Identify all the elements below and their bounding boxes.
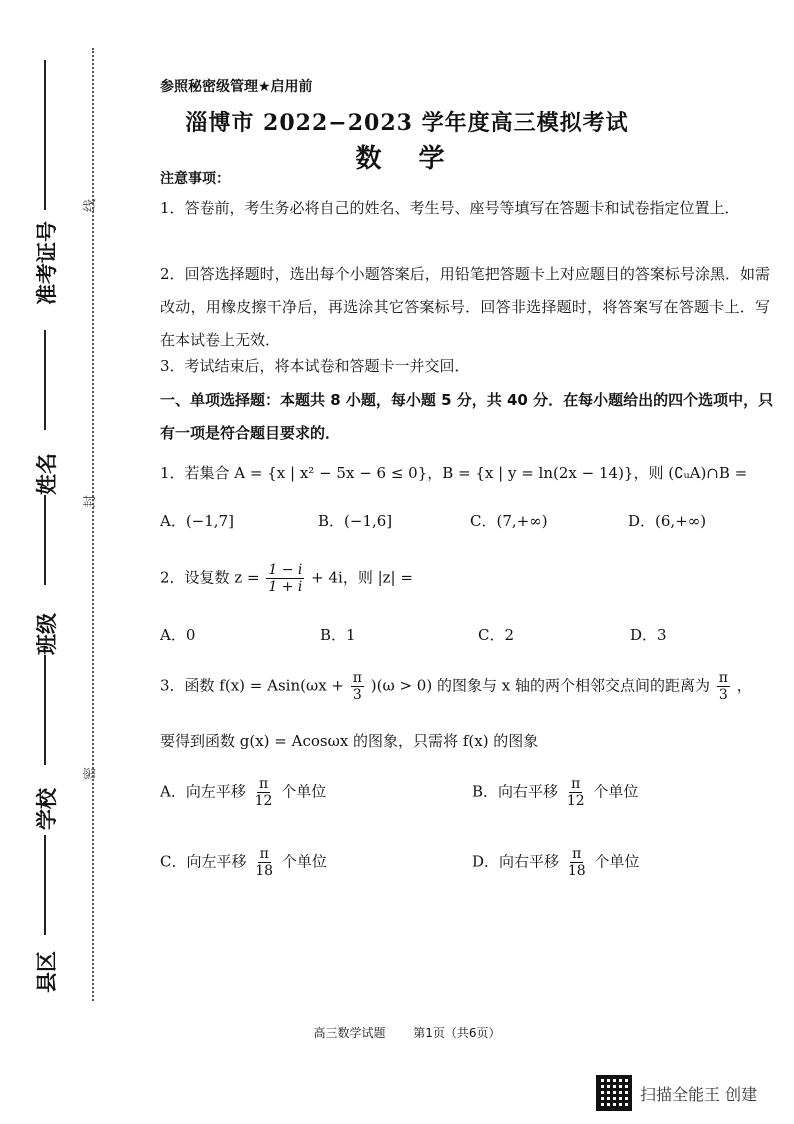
- q1-option-d: D．(6,+∞): [628, 512, 707, 530]
- q2-suffix: + 4i，则 |z| =: [311, 568, 413, 587]
- q3-option-b: [472, 776, 638, 809]
- q1-option-a: A．(−1,7]: [160, 512, 234, 530]
- q3-option-d-prefix: D．向右平移: [472, 852, 560, 871]
- question-1-stem: 1．若集合 A = {x | x² − 5x − 6 ≤ 0}，B = {x | y = ln(2x − 14)}，则 (∁ᵤA)∩B =: [160, 464, 748, 482]
- q3-option-a-den: 12: [254, 793, 273, 809]
- confidential-notice: 参照秘密级管理★启用前: [160, 79, 313, 95]
- qr-code-icon: [596, 1075, 632, 1111]
- district-label: 县区: [35, 951, 59, 993]
- q3-option-c: [160, 846, 327, 879]
- q2-option-b: B．1: [320, 626, 356, 644]
- q3-option-a-prefix: A．向左平移: [160, 782, 246, 801]
- binding-line-4: [44, 655, 46, 765]
- footer-title: 高三数学试题: [313, 1026, 386, 1040]
- q2-option-c: C．2: [478, 626, 515, 644]
- q3-option-a-fraction: [253, 776, 275, 809]
- q3-option-b-num: π: [571, 776, 581, 792]
- q3-option-d-num: π: [572, 846, 582, 862]
- q3-distance-den: 3: [718, 687, 728, 703]
- subject-title: 数 学: [355, 144, 459, 174]
- q3-middle: )(ω > 0) 的图象与 x 轴的两个相邻交点间的距离为: [370, 676, 710, 695]
- notice-heading: 注意事项：: [160, 171, 230, 187]
- name-label: 姓名: [35, 453, 59, 495]
- q3-option-b-prefix: B．向右平移: [472, 782, 559, 801]
- notice-item-2: 2．回答选择题时，选出每个小题答案后，用铅笔把答题卡上对应题目的答案标号涂黑．如需改动，用橡皮擦干净后，再选涂其它答案标号．回答非选择题时，将答案写在答题卡上．写在本试卷上无效．: [160, 265, 770, 349]
- q3-distance-fraction: [717, 670, 730, 703]
- q3-distance-num: π: [718, 670, 728, 686]
- q2-option-d: D．3: [630, 626, 667, 644]
- q3-phase-num: π: [352, 670, 362, 686]
- section-heading: 一、单项选择题：本题共 8 小题，每小题 5 分，共 40 分．在每小题给出的四个选项中，只有一项是符合题目要求的．: [160, 391, 774, 442]
- q3-end: ，: [736, 676, 752, 695]
- q3-option-a-suffix: 个单位: [281, 782, 327, 801]
- page-footer: [0, 1024, 794, 1041]
- seal-char-seal: 封: [83, 494, 99, 509]
- q3-prefix: 3．函数 f(x) = Asin(ωx +: [160, 676, 344, 695]
- q2-numerator: 1 − i: [268, 562, 303, 578]
- binding-line-5: [44, 835, 46, 935]
- binding-line-3: [44, 495, 46, 585]
- seal-dotted-line: [92, 48, 94, 1001]
- question-3-stem: [160, 670, 752, 703]
- q2-denominator: 1 + i: [268, 579, 303, 595]
- notice-item-3: 3．考试结束后，将本试卷和答题卡一并交回．: [160, 357, 470, 375]
- q3-option-a: [160, 776, 326, 809]
- q2-prefix: 2．设复数 z =: [160, 568, 260, 587]
- q2-fraction: [266, 562, 304, 595]
- q1-option-b: B．(−1,6]: [318, 512, 393, 530]
- q3-option-c-den: 18: [255, 863, 274, 879]
- q3-option-b-den: 12: [566, 793, 585, 809]
- question-2-stem: [160, 562, 413, 595]
- seal-char-line: 线: [83, 198, 99, 213]
- q3-phase-den: 3: [352, 687, 362, 703]
- notice-item-1: 1．答卷前，考生务必将自己的姓名、考生号、座号等填写在答题卡和试卷指定位置上．: [160, 199, 740, 217]
- exam-title: 淄博市 2022−2023 学年度高三模拟考试: [185, 110, 629, 136]
- q3-option-d-suffix: 个单位: [594, 852, 640, 871]
- footer-page-number: 第1页（共6页）: [413, 1026, 501, 1040]
- class-label: 班级: [35, 613, 59, 655]
- q2-option-a: A．0: [160, 626, 196, 644]
- q3-option-d: [472, 846, 639, 879]
- binding-line-2: [44, 330, 46, 430]
- q3-option-d-fraction: [566, 846, 588, 879]
- q1-option-c: C．(7,+∞): [470, 512, 548, 530]
- q3-option-b-fraction: [565, 776, 587, 809]
- q3-option-c-suffix: 个单位: [281, 852, 327, 871]
- question-3-line-2: 要得到函数 g(x) = Acosωx 的图象，只需将 f(x) 的图象: [160, 732, 539, 750]
- seal-char-secret: 密: [83, 766, 99, 781]
- q3-phase-fraction: [351, 670, 364, 703]
- q3-option-b-suffix: 个单位: [593, 782, 639, 801]
- q3-option-d-den: 18: [567, 863, 586, 879]
- exam-number-label: 准考证号: [35, 221, 59, 305]
- q3-option-c-num: π: [259, 846, 269, 862]
- q3-option-c-fraction: [253, 846, 275, 879]
- q3-option-a-num: π: [258, 776, 269, 792]
- q3-option-c-prefix: C．向左平移: [160, 852, 247, 871]
- school-label: 学校: [35, 788, 59, 830]
- scanner-watermark: 扫描全能王 创建: [640, 1085, 758, 1104]
